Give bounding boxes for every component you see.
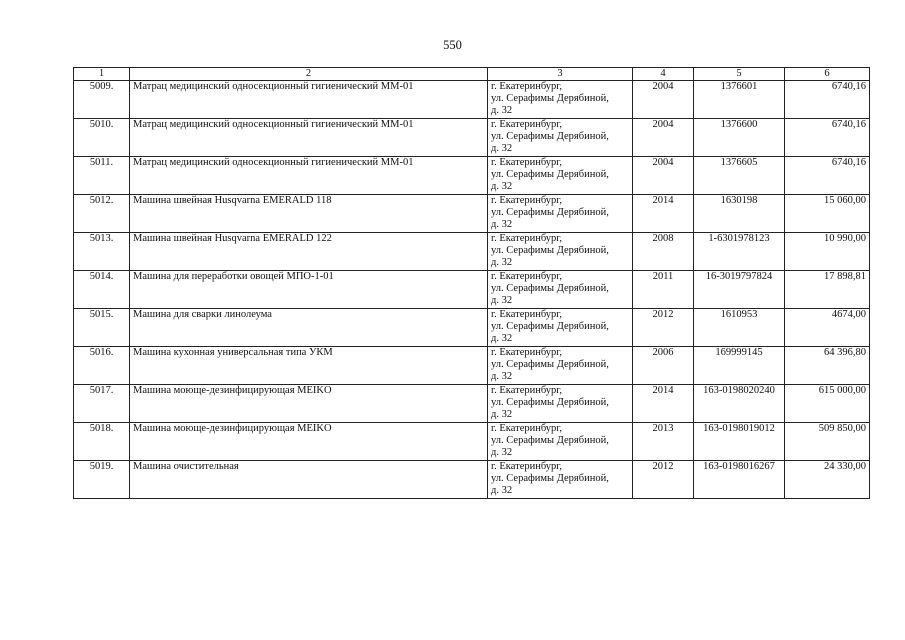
cost-cell: 509 850,00 <box>785 423 870 461</box>
address-line: г. Екатеринбург, <box>491 119 563 130</box>
inventory-number-cell: 1630198 <box>694 195 785 233</box>
table-row <box>74 423 870 461</box>
property-registry-table <box>73 67 870 499</box>
address-line: ул. Серафимы Дерябиной, <box>491 320 609 332</box>
year-cell: 2006 <box>633 347 694 385</box>
table-row <box>74 271 870 309</box>
row-number-cell: 5012. <box>74 195 130 233</box>
table-row <box>74 81 870 119</box>
table-row <box>74 309 870 347</box>
address-line: д. 32 <box>491 218 513 230</box>
address-line: г. Екатеринбург, <box>491 81 563 92</box>
cost-cell: 6740,16 <box>785 81 870 119</box>
row-number-cell: 5015. <box>74 309 130 347</box>
cost-cell: 17 898,81 <box>785 271 870 309</box>
item-name-cell: Машина для переработки овощей МПО-1-01 <box>130 271 488 309</box>
row-number-cell: 5019. <box>74 461 130 499</box>
year-cell: 2004 <box>633 119 694 157</box>
table-row <box>74 233 870 271</box>
address-line: г. Екатеринбург, <box>491 423 563 434</box>
col-year-header: 4 <box>633 68 694 81</box>
cost-cell: 64 396,80 <box>785 347 870 385</box>
col-number-header: 1 <box>74 68 130 81</box>
col-address-header: 3 <box>488 68 633 81</box>
item-name-cell: Машина моюще-дезинфицирующая MEIKO <box>130 385 488 423</box>
address-line: д. 32 <box>491 484 513 496</box>
cost-cell: 6740,16 <box>785 119 870 157</box>
address-line: ул. Серафимы Дерябиной, <box>491 206 609 218</box>
col-name-header: 2 <box>130 68 488 81</box>
item-name-cell: Машина для сварки линолеума <box>130 309 488 347</box>
inventory-number-cell: 1376601 <box>694 81 785 119</box>
table-row <box>74 195 870 233</box>
year-cell: 2014 <box>633 385 694 423</box>
address-line: г. Екатеринбург, <box>491 347 563 358</box>
address-line: д. 32 <box>491 294 513 306</box>
year-cell: 2012 <box>633 461 694 499</box>
address-cell <box>488 195 633 233</box>
table-body <box>74 81 870 499</box>
inventory-number-cell: 1-6301978123 <box>694 233 785 271</box>
address-cell <box>488 81 633 119</box>
address-line: д. 32 <box>491 408 513 420</box>
address-line: г. Екатеринбург, <box>491 385 563 396</box>
year-cell: 2014 <box>633 195 694 233</box>
address-line: г. Екатеринбург, <box>491 157 563 168</box>
row-number-cell: 5010. <box>74 119 130 157</box>
cost-cell: 6740,16 <box>785 157 870 195</box>
item-name-cell: Машина кухонная универсальная типа УКМ <box>130 347 488 385</box>
item-name-cell: Матрац медицинский односекционный гигиенический ММ-01 <box>130 157 488 195</box>
year-cell: 2012 <box>633 309 694 347</box>
address-cell <box>488 385 633 423</box>
address-cell <box>488 461 633 499</box>
address-cell <box>488 423 633 461</box>
item-name-cell: Машина моюще-дезинфицирующая MEIKO <box>130 423 488 461</box>
address-line: д. 32 <box>491 104 513 116</box>
address-line: д. 32 <box>491 446 513 458</box>
row-number-cell: 5014. <box>74 271 130 309</box>
address-line: ул. Серафимы Дерябиной, <box>491 130 609 142</box>
cost-cell: 15 060,00 <box>785 195 870 233</box>
row-number-cell: 5017. <box>74 385 130 423</box>
year-cell: 2008 <box>633 233 694 271</box>
page-number: 550 <box>443 38 462 52</box>
inventory-number-cell: 169999145 <box>694 347 785 385</box>
item-name-cell: Машина швейная Husqvarna EMERALD 118 <box>130 195 488 233</box>
row-number-cell: 5013. <box>74 233 130 271</box>
item-name-cell: Матрац медицинский односекционный гигиенический ММ-01 <box>130 81 488 119</box>
col-inventory-header: 5 <box>694 68 785 81</box>
address-line: ул. Серафимы Дерябиной, <box>491 244 609 256</box>
address-cell <box>488 233 633 271</box>
cost-cell: 4674,00 <box>785 309 870 347</box>
year-cell: 2004 <box>633 81 694 119</box>
address-line: ул. Серафимы Дерябиной, <box>491 396 609 408</box>
inventory-number-cell: 1610953 <box>694 309 785 347</box>
address-line: ул. Серафимы Дерябиной, <box>491 472 609 484</box>
address-line: г. Екатеринбург, <box>491 195 563 206</box>
address-line: г. Екатеринбург, <box>491 461 563 472</box>
inventory-number-cell: 1376600 <box>694 119 785 157</box>
address-line: г. Екатеринбург, <box>491 309 563 320</box>
address-line: д. 32 <box>491 370 513 382</box>
address-cell <box>488 119 633 157</box>
item-name-cell: Машина швейная Husqvarna EMERALD 122 <box>130 233 488 271</box>
address-line: г. Екатеринбург, <box>491 271 563 282</box>
row-number-cell: 5018. <box>74 423 130 461</box>
col-cost-header: 6 <box>785 68 870 81</box>
year-cell: 2004 <box>633 157 694 195</box>
table-row <box>74 385 870 423</box>
address-line: ул. Серафимы Дерябиной, <box>491 358 609 370</box>
address-cell <box>488 347 633 385</box>
year-cell: 2011 <box>633 271 694 309</box>
table-row <box>74 461 870 499</box>
inventory-number-cell: 16-3019797824 <box>694 271 785 309</box>
address-cell <box>488 157 633 195</box>
cost-cell: 615 000,00 <box>785 385 870 423</box>
inventory-number-cell: 163-0198016267 <box>694 461 785 499</box>
table-row <box>74 119 870 157</box>
address-line: г. Екатеринбург, <box>491 233 563 244</box>
inventory-number-cell: 163-0198020240 <box>694 385 785 423</box>
cost-cell: 10 990,00 <box>785 233 870 271</box>
item-name-cell: Матрац медицинский односекционный гигиенический ММ-01 <box>130 119 488 157</box>
cost-cell: 24 330,00 <box>785 461 870 499</box>
year-cell: 2013 <box>633 423 694 461</box>
row-number-cell: 5011. <box>74 157 130 195</box>
item-name-cell: Машина очистительная <box>130 461 488 499</box>
address-line: д. 32 <box>491 142 513 154</box>
row-number-cell: 5009. <box>74 81 130 119</box>
address-cell <box>488 271 633 309</box>
address-line: ул. Серафимы Дерябиной, <box>491 92 609 104</box>
inventory-number-cell: 163-0198019012 <box>694 423 785 461</box>
table-row <box>74 157 870 195</box>
row-number-cell: 5016. <box>74 347 130 385</box>
address-line: д. 32 <box>491 180 513 192</box>
table-row <box>74 347 870 385</box>
header-row <box>74 68 870 81</box>
address-line: ул. Серафимы Дерябиной, <box>491 434 609 446</box>
inventory-number-cell: 1376605 <box>694 157 785 195</box>
address-line: д. 32 <box>491 332 513 344</box>
address-line: ул. Серафимы Дерябиной, <box>491 168 609 180</box>
address-line: ул. Серафимы Дерябиной, <box>491 282 609 294</box>
address-cell <box>488 309 633 347</box>
address-line: д. 32 <box>491 256 513 268</box>
